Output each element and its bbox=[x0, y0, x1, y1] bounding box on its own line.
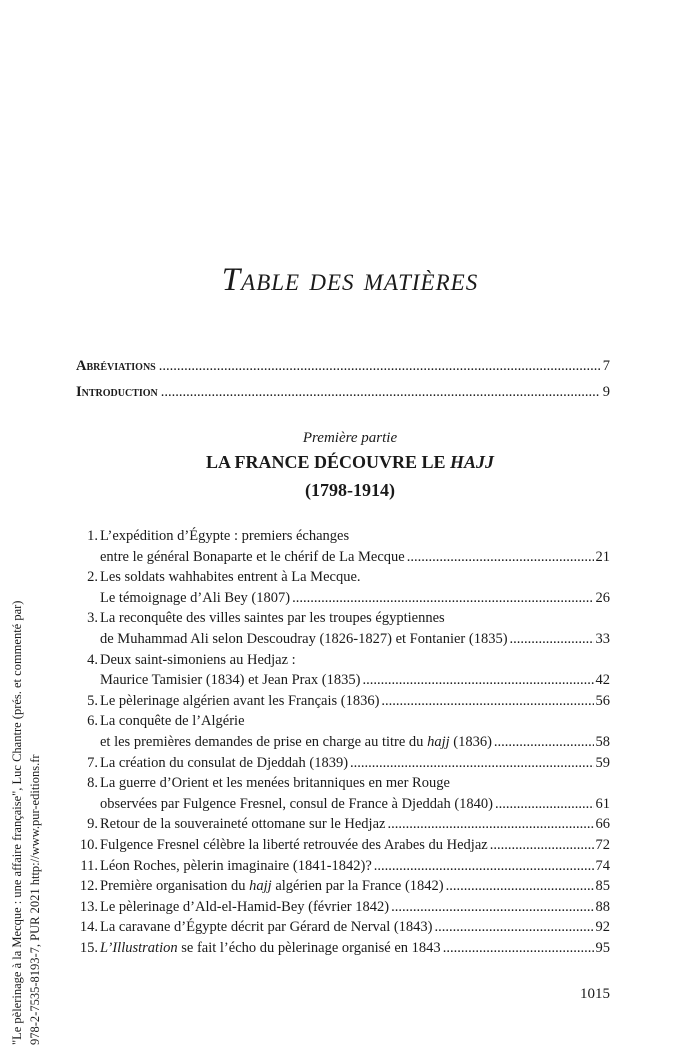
toc-entry-title-start: et les premières demandes de prise en charge au titre du bbox=[100, 733, 428, 750]
page-title: Table des matières bbox=[221, 262, 479, 298]
toc-entry-line: Les soldats wahhabites entrent à La Mecque. bbox=[100, 569, 361, 586]
part-years: (1798-1914) bbox=[305, 480, 395, 500]
toc-entry-last-line bbox=[100, 917, 610, 938]
toc-entry-title bbox=[100, 794, 493, 815]
side-note-line: "Le pèlerinage à la Mecque : une affaire française", Luc Chantre (prés. et commenté par) bbox=[10, 600, 24, 1045]
toc-entry-title bbox=[100, 629, 508, 650]
toc-entry-title-text: Le témoignage d’Ali Bey (1807) bbox=[100, 589, 291, 606]
toc-entry-line: La reconquête des villes saintes par les troupes égyptiennes bbox=[100, 610, 445, 627]
leader-dots bbox=[435, 917, 594, 938]
part-label: Première partie bbox=[302, 430, 398, 446]
leader-dots bbox=[350, 753, 593, 774]
toc-entry-number: 5. bbox=[87, 692, 98, 709]
toc-entry-number: 11. bbox=[80, 857, 98, 874]
toc-entry-title-text: La création du consulat de Djeddah (1839) bbox=[100, 754, 349, 771]
leader-dots bbox=[443, 938, 594, 959]
toc-entry-title-text: Fulgence Fresnel célèbre la liberté retrouvée des Arabes du Hedjaz bbox=[100, 836, 488, 853]
toc-entry-page: 88 bbox=[595, 898, 610, 915]
toc-entry[interactable] bbox=[78, 917, 610, 938]
toc-entry[interactable] bbox=[78, 650, 610, 691]
toc-entry-page: 66 bbox=[595, 816, 610, 833]
toc-entry-page: 58 bbox=[595, 733, 610, 750]
toc-entry[interactable] bbox=[78, 938, 610, 959]
toc-entry-title-text: de Muhammad Ali selon Descoudray (1826-1827) et Fontanier (1835) bbox=[100, 630, 508, 647]
toc-entry-title bbox=[100, 547, 405, 568]
toc-entry-title-start: Première organisation du bbox=[100, 878, 250, 895]
toc-entry-title-emphasis: hajj bbox=[427, 733, 450, 750]
toc-entry-title-text: Léon Roches, pèlerin imaginaire (1841-1842)? bbox=[100, 857, 372, 874]
toc-entry-page: 33 bbox=[595, 630, 610, 647]
toc-entry-last-line bbox=[100, 856, 610, 877]
toc-entry-number: 7. bbox=[87, 754, 98, 771]
leader-dots bbox=[292, 588, 593, 609]
toc-entry-page: 59 bbox=[595, 754, 610, 771]
toc-entry-last-line bbox=[100, 547, 610, 568]
toc-entry-title-text: se fait l’écho du pèlerinage organisé en 1843 bbox=[177, 939, 441, 956]
toc-entry-page: 9 bbox=[602, 384, 610, 400]
toc-entry[interactable] bbox=[78, 773, 610, 814]
toc-entry-abbreviations[interactable] bbox=[76, 358, 610, 375]
toc-entry-page: 92 bbox=[595, 919, 610, 936]
toc-entry-number: 9. bbox=[87, 816, 98, 833]
toc-entry-last-line bbox=[100, 670, 610, 691]
toc-entry-number: 8. bbox=[87, 775, 98, 792]
toc-entry-last-line bbox=[100, 732, 610, 753]
toc-entry-title-text: observées par Fulgence Fresnel, consul de France à Djeddah (1840) bbox=[100, 795, 493, 812]
toc-entry-page: 42 bbox=[595, 672, 610, 689]
leader-dots bbox=[374, 856, 594, 877]
leader-dots bbox=[161, 384, 600, 401]
toc-entry[interactable] bbox=[78, 608, 610, 649]
toc-entry-number: 14. bbox=[79, 919, 98, 936]
toc-entry-title bbox=[100, 856, 372, 877]
toc-entry-last-line bbox=[100, 794, 610, 815]
toc-entry-title-text: Le pèlerinage algérien avant les Français (1836) bbox=[100, 692, 380, 709]
toc-entry-line: La guerre d’Orient et les menées britanniques en mer Rouge bbox=[100, 775, 450, 792]
toc-entry-last-line bbox=[100, 588, 610, 609]
part-title-emphasis: HAJJ bbox=[450, 452, 495, 472]
leader-dots bbox=[490, 835, 594, 856]
toc-entry-title bbox=[100, 938, 441, 959]
toc-entry-title bbox=[100, 670, 360, 691]
toc-entry-title bbox=[100, 835, 488, 856]
leader-dots bbox=[387, 814, 593, 835]
toc-entry-title bbox=[100, 876, 444, 897]
toc-entry-last-line bbox=[100, 691, 610, 712]
toc-entry[interactable] bbox=[78, 567, 610, 608]
leader-dots bbox=[407, 547, 594, 568]
toc-entry-number: 13. bbox=[79, 898, 98, 915]
part-title-text: LA FRANCE DÉCOUVRE LE bbox=[205, 452, 450, 472]
toc-entry-title-text: La caravane d’Égypte décrit par Gérard de Nerval (1843) bbox=[100, 919, 433, 936]
toc-entry-number: 15. bbox=[79, 939, 98, 956]
leader-dots bbox=[391, 897, 593, 918]
leader-dots bbox=[381, 691, 593, 712]
toc-entry-number: 3. bbox=[87, 610, 98, 627]
toc-entry[interactable] bbox=[78, 876, 610, 897]
toc-entry-number: 12. bbox=[79, 878, 98, 895]
toc-entry-title bbox=[100, 917, 433, 938]
toc-entry-number: 1. bbox=[87, 528, 98, 544]
toc-entry-title-text: Maurice Tamisier (1834) et Jean Prax (1835) bbox=[100, 672, 361, 689]
toc-entry-last-line bbox=[100, 897, 610, 918]
toc-entry-number: 4. bbox=[87, 651, 98, 668]
toc-entry-last-line bbox=[100, 814, 610, 835]
toc-entry-label: Introduction bbox=[76, 384, 158, 400]
toc-entry-title-text: (1836) bbox=[449, 733, 492, 750]
toc-entry-title bbox=[100, 588, 290, 609]
toc-entry-title bbox=[100, 732, 492, 753]
leader-dots bbox=[159, 358, 600, 375]
part-title bbox=[0, 452, 700, 473]
toc-entry-introduction[interactable] bbox=[76, 384, 610, 401]
toc-entry-page: 56 bbox=[595, 692, 610, 709]
leader-dots bbox=[494, 732, 594, 753]
side-note bbox=[8, 475, 80, 1045]
toc-entry-last-line bbox=[100, 835, 610, 856]
toc-entry-last-line bbox=[100, 876, 610, 897]
toc-entry-last-line bbox=[100, 629, 610, 650]
toc-entry-line: L’expédition d’Égypte : premiers échanges bbox=[100, 528, 350, 544]
toc-entry-last-line bbox=[100, 938, 610, 959]
toc-entry-title-text: entre le général Bonaparte et le chérif de La Mecque bbox=[100, 548, 405, 565]
leader-dots bbox=[495, 794, 594, 815]
toc-entry-page: 74 bbox=[595, 857, 610, 874]
leader-dots bbox=[362, 670, 593, 691]
toc-entry[interactable] bbox=[78, 897, 610, 918]
toc-entry[interactable] bbox=[78, 814, 610, 835]
toc-entry-number: 10. bbox=[79, 836, 98, 853]
toc-entry-page: 85 bbox=[595, 878, 610, 895]
toc-entry[interactable] bbox=[78, 835, 610, 856]
toc-entry-last-line bbox=[100, 753, 610, 774]
toc-entry-title bbox=[100, 897, 389, 918]
side-note-line: 978-2-7535-8193-7, PUR 2021 http://www.pur-editions.fr bbox=[28, 754, 42, 1045]
toc-entry-title-text: Le pèlerinage d’Ald-el-Hamid-Bey (février 1842) bbox=[100, 898, 390, 915]
toc-entry-title bbox=[100, 691, 379, 712]
page-number: 1015 bbox=[580, 986, 610, 1002]
toc-entry[interactable] bbox=[78, 856, 610, 877]
toc-entry-title-text: Retour de la souveraineté ottomane sur le Hedjaz bbox=[100, 816, 386, 833]
toc-entry-line: La conquête de l’Algérie bbox=[100, 713, 245, 730]
leader-dots bbox=[446, 876, 594, 897]
leader-dots bbox=[510, 629, 594, 650]
toc-entry-label: Abréviations bbox=[76, 358, 156, 374]
toc-entry-page: 95 bbox=[595, 939, 610, 956]
toc-entry-page: 21 bbox=[595, 548, 610, 565]
toc-entry[interactable] bbox=[78, 691, 610, 712]
toc-entry-title-text: algérien par la France (1842) bbox=[271, 878, 444, 895]
toc-entry[interactable] bbox=[78, 711, 610, 752]
toc-entry[interactable] bbox=[78, 526, 610, 567]
toc-entry-title bbox=[100, 753, 348, 774]
toc-entry-page: 26 bbox=[595, 589, 610, 606]
toc-entry-title-emphasis: hajj bbox=[249, 878, 272, 895]
toc-entry-title bbox=[100, 814, 385, 835]
toc-entry-number: 6. bbox=[87, 713, 98, 730]
toc-entry-line: Deux saint-simoniens au Hedjaz : bbox=[100, 651, 296, 668]
toc-entry-title-emphasis: L’Illustration bbox=[100, 939, 178, 956]
toc-entry-page: 61 bbox=[595, 795, 610, 812]
toc-entry-page: 72 bbox=[595, 836, 610, 853]
toc-entry[interactable] bbox=[78, 753, 610, 774]
toc-list bbox=[78, 526, 610, 958]
toc-entry-page: 7 bbox=[602, 358, 610, 374]
side-note-text bbox=[8, 475, 44, 1045]
toc-entry-number: 2. bbox=[87, 569, 98, 586]
